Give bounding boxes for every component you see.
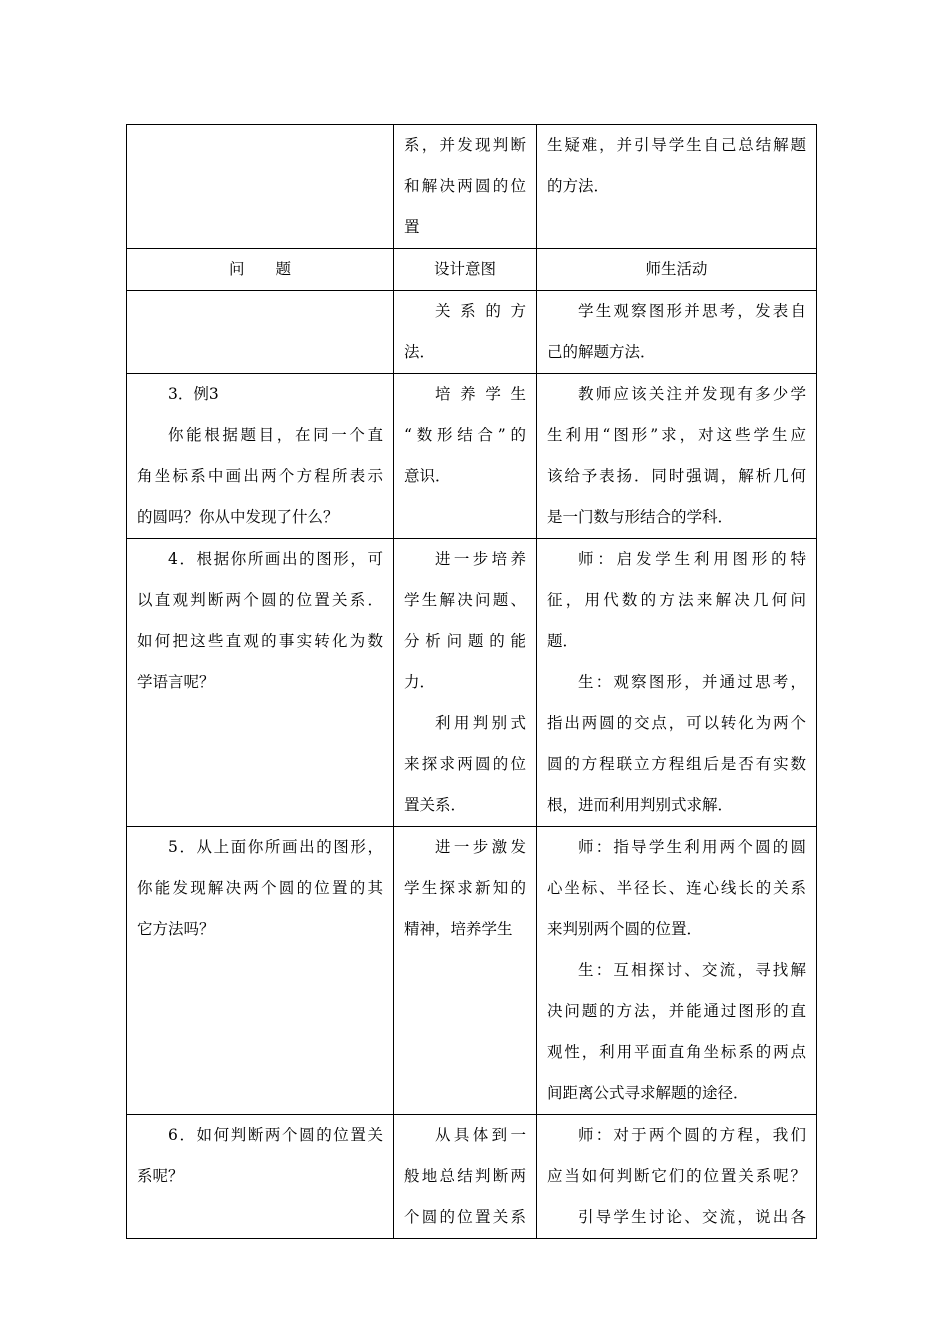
column-header-activity: 师生活动 — [537, 249, 817, 291]
cell-line: 意识． — [404, 467, 451, 485]
question-cell — [127, 827, 394, 1115]
cell-line: “数形结合”的 — [404, 426, 526, 444]
cell-line: 3．例3 — [168, 385, 219, 403]
cell-line: 生疑难，并引导学生自己总结解题 — [547, 136, 806, 154]
cell-line: 生：互相探讨、交流，寻找解 — [578, 961, 806, 979]
intent-cell — [394, 374, 537, 539]
cell-line: 教师应该关注并发现有多少学 — [578, 385, 806, 403]
cell-line: 师：启发学生利用图形的特 — [578, 550, 806, 568]
cell-line: 置关系． — [404, 796, 467, 814]
table-row — [127, 1115, 817, 1239]
cell-line: 学生探求新知的 — [404, 879, 526, 897]
cell-line: 指出两圆的交点，可以转化为两个 — [547, 714, 806, 732]
cell-line: 进一步培养 — [435, 550, 526, 568]
cell-line: 来判别两个圆的位置． — [547, 920, 703, 938]
cell-line: 6．如何判断两个圆的位置关 — [168, 1126, 383, 1144]
question-cell — [127, 1115, 394, 1239]
cell-line: 你能根据题目，在同一个直 — [168, 426, 383, 444]
cell-line: 学生解决问题、 — [404, 591, 526, 609]
cell-line: 根，进而利用判别式求解． — [547, 796, 734, 814]
cell-line: 是一门数与形结合的学科． — [547, 508, 734, 526]
cell-line: 个圆的位置关系 — [404, 1208, 526, 1226]
cell-line: 生利用“图形”求，对这些学生应 — [547, 426, 806, 444]
cell-line: 角坐标系中画出两个方程所表示 — [137, 467, 383, 485]
question-cell — [127, 374, 394, 539]
intent-cell — [394, 1115, 537, 1239]
table-row — [127, 374, 817, 539]
cell-line: 置 — [404, 218, 420, 236]
cell-line: 系呢？ — [137, 1167, 184, 1185]
cell-line: 般地总结判断两 — [404, 1167, 526, 1185]
cell-line: 分 析 问 题 的 能 — [404, 632, 526, 650]
column-header-question: 问 题 — [127, 249, 394, 291]
activity-cell — [537, 827, 817, 1115]
cell-line: 以直观判断两个圆的位置关系． — [137, 591, 383, 609]
cell-line: 5．从上面你所画出的图形， — [168, 838, 383, 856]
question-cell — [127, 539, 394, 827]
activity-cell — [537, 291, 817, 374]
activity-cell — [537, 125, 817, 249]
cell-line: 进一步激发 — [435, 838, 526, 856]
cell-line: 你能发现解决两个圆的位置的其 — [137, 879, 383, 897]
cell-line: 它方法吗？ — [137, 920, 215, 938]
cell-line: 引导学生讨论、交流，说出各 — [578, 1208, 806, 1226]
intent-cell — [394, 827, 537, 1115]
table-row — [127, 827, 817, 1115]
cell-line: 如何把这些直观的事实转化为数 — [137, 632, 383, 650]
lesson-plan-table — [126, 124, 817, 1239]
cell-line: 法． — [404, 343, 436, 361]
table-row — [127, 125, 817, 249]
cell-line: 观性，利用平面直角坐标系的两点 — [547, 1043, 806, 1061]
intent-cell — [394, 539, 537, 827]
cell-line: 师：指导学生利用两个圆的圆 — [578, 838, 806, 856]
cell-line: 决问题的方法，并能通过图形的直 — [547, 1002, 806, 1020]
table-header-row — [127, 249, 817, 291]
question-cell — [127, 125, 394, 249]
column-header-intent: 设计意图 — [394, 249, 537, 291]
cell-line: 师：对于两个圆的方程，我们 — [578, 1126, 806, 1144]
cell-line: 己的解题方法． — [547, 343, 656, 361]
cell-line: 利用判别式 — [435, 714, 526, 732]
intent-cell — [394, 125, 537, 249]
table-row — [127, 539, 817, 827]
cell-line: 培 养 学 生 — [435, 385, 526, 403]
cell-line: 力． — [404, 673, 436, 691]
cell-line: 学生观察图形并思考，发表自 — [578, 302, 806, 320]
intent-cell — [394, 291, 537, 374]
cell-line: 学语言呢？ — [137, 673, 215, 691]
cell-line: 该给予表扬．同时强调，解析几何 — [547, 467, 806, 485]
cell-line: 的圆吗？你从中发现了什么？ — [137, 508, 339, 526]
cell-line: 4．根据你所画出的图形，可 — [168, 550, 383, 568]
cell-line: 圆的方程联立方程组后是否有实数 — [547, 755, 806, 773]
question-cell — [127, 291, 394, 374]
cell-line: 间距离公式寻求解题的途径． — [547, 1084, 749, 1102]
activity-cell — [537, 1115, 817, 1239]
activity-cell — [537, 374, 817, 539]
cell-line: 关 系 的 方 — [435, 302, 526, 320]
cell-line: 题． — [547, 632, 579, 650]
cell-line: 应当如何判断它们的位置关系呢？ — [547, 1167, 806, 1185]
cell-line: 心坐标、半径长、连心线长的关系 — [547, 879, 806, 897]
cell-line: 精神，培养学生 — [404, 920, 513, 938]
cell-line: 从具体到一 — [435, 1126, 526, 1144]
activity-cell — [537, 539, 817, 827]
cell-line: 和解决两圆的位 — [404, 177, 526, 195]
cell-line: 生：观察图形，并通过思考， — [578, 673, 806, 691]
cell-line: 的方法． — [547, 177, 610, 195]
cell-line: 系，并发现判断 — [404, 136, 526, 154]
cell-line: 征，用代数的方法来解决几何问 — [547, 591, 806, 609]
cell-line: 来探求两圆的位 — [404, 755, 526, 773]
table-row — [127, 291, 817, 374]
